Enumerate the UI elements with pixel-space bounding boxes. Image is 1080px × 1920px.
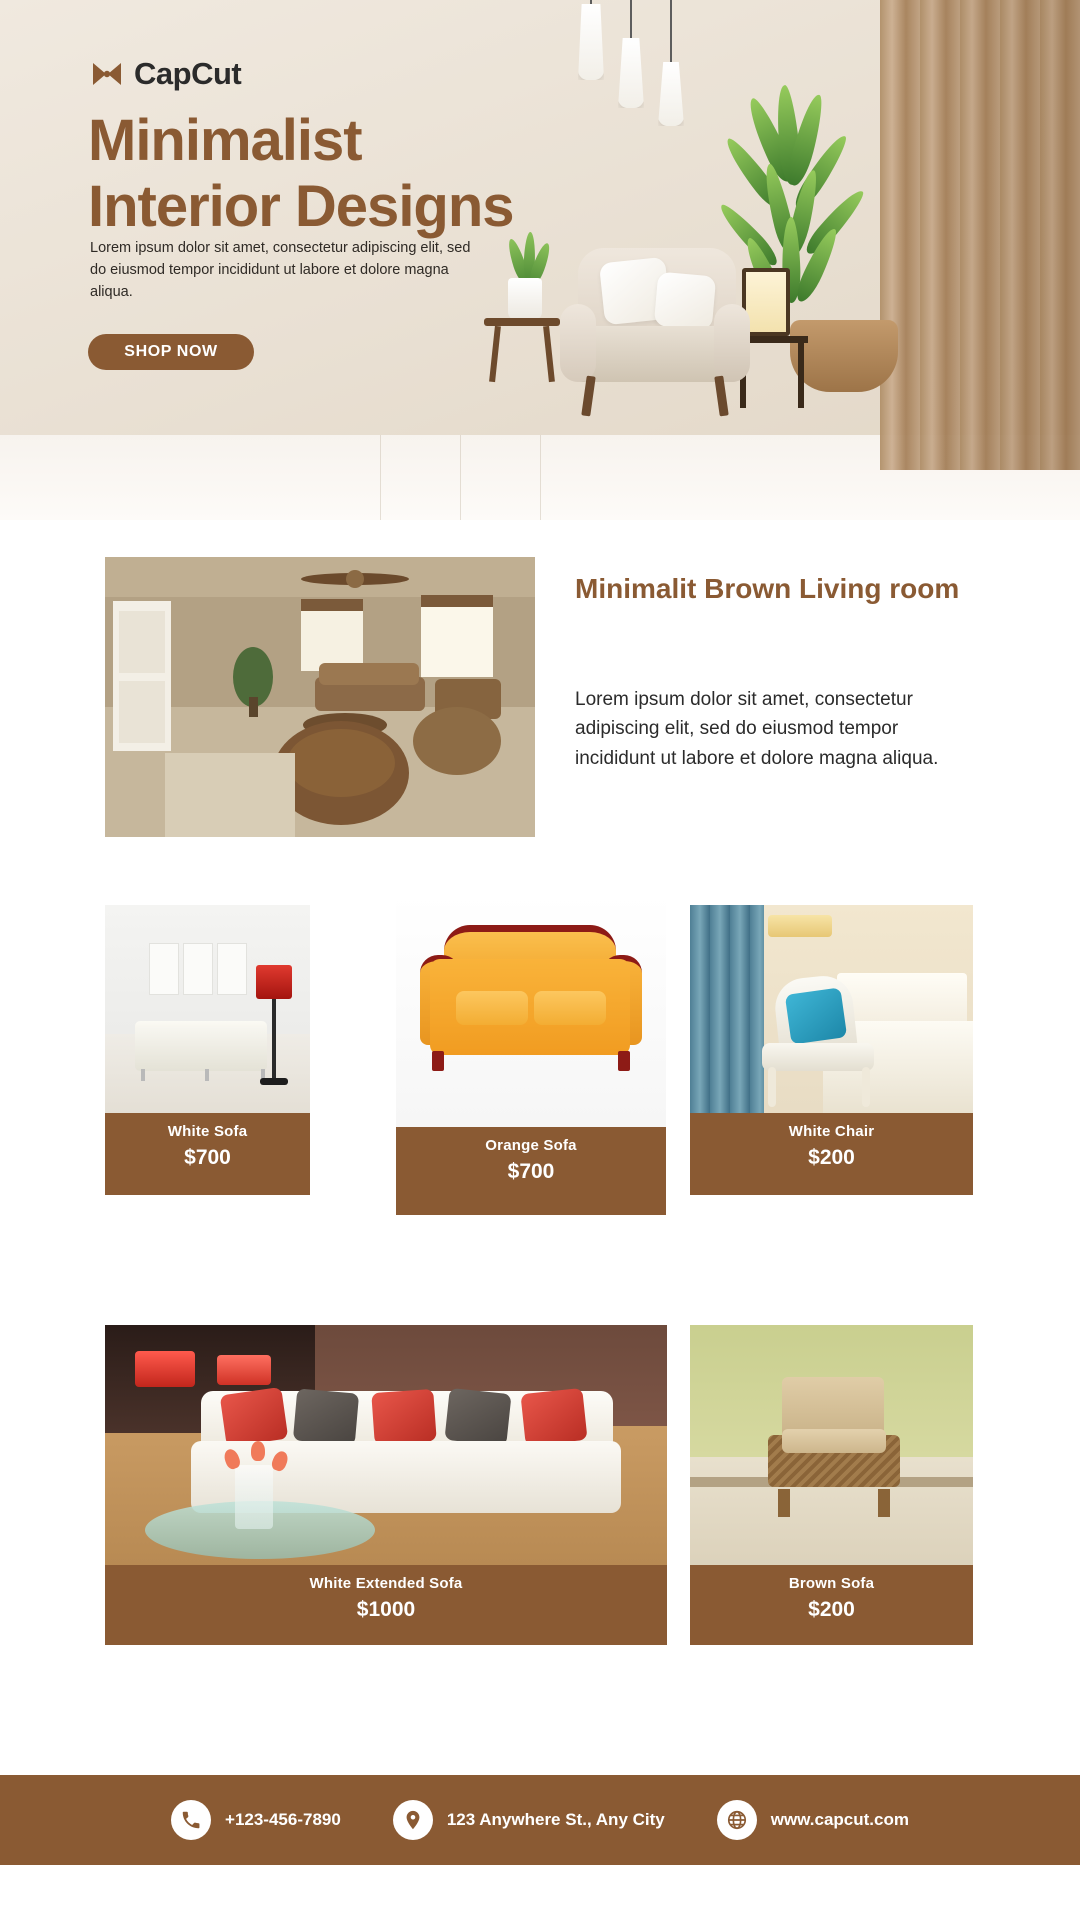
product-label-white-chair [690,1113,973,1184]
product-image-orange-sofa [396,895,666,1127]
product-card-white-extended-sofa[interactable] [105,1325,667,1645]
product-image-white-sofa [105,905,310,1113]
product-image-white-extended-sofa [105,1325,667,1565]
floor-plank-line [460,435,461,520]
footer-website[interactable] [717,1800,909,1840]
product-image-white-chair [690,905,973,1113]
product-label-white-extended-sofa [105,1565,667,1636]
product-card-white-sofa[interactable] [105,905,310,1195]
product-price: $1000 [356,1598,416,1621]
product-price: $200 [808,1146,855,1169]
feature-title: Minimalit Brown Living room [575,573,960,604]
product-name: Brown Sofa [788,1575,875,1592]
capcut-logo-icon [90,59,124,89]
footer-phone[interactable] [171,1800,341,1840]
floor-plank-line [380,435,381,520]
location-pin-icon [393,1800,433,1840]
product-label-orange-sofa [396,1127,666,1198]
hero-subtitle: Lorem ipsum dolor sit amet, consectetur adipiscing elit, sed do eiusmod tempor incididunt ut labore et dolore magna aliqua. [90,240,471,300]
globe-icon [717,1800,757,1840]
footer-contact-bar [0,1775,1080,1865]
hero-section [0,0,1080,520]
hero-title-line1: Minimalist [88,108,362,173]
product-label-white-sofa [105,1113,310,1184]
product-label-brown-sofa [690,1565,973,1636]
product-name: White Extended Sofa [309,1575,463,1592]
product-price: $200 [808,1598,855,1621]
product-card-brown-sofa[interactable] [690,1325,973,1645]
brand-logo-text: CapCut [134,56,242,91]
product-price: $700 [184,1146,231,1169]
product-card-white-chair[interactable] [690,905,973,1195]
feature-body-text: Lorem ipsum dolor sit amet, consectetur adipiscing elit, sed do eiusmod tempor incididunt ut labore et dolore magna aliqua. [575,689,939,769]
footer-website-text: www.capcut.com [770,1810,909,1829]
wood-side-table-decoration [484,318,560,384]
product-name: White Chair [788,1123,875,1140]
product-card-orange-sofa[interactable] [396,895,666,1215]
product-grid-row-2 [0,1325,1080,1675]
footer-address[interactable] [393,1800,665,1840]
product-image-brown-sofa [690,1325,973,1565]
product-grid-row-1 [0,905,1080,1245]
shop-now-button[interactable]: SHOP NOW [88,334,254,370]
product-name: Orange Sofa [485,1137,577,1154]
footer-phone-text: +123-456-7890 [225,1810,341,1829]
pendant-lamp-icon [578,0,604,80]
hero-title-line2: Interior Designs [88,173,514,239]
product-price: $700 [507,1160,555,1183]
hero-title [88,108,514,239]
armchair-decoration [560,248,750,418]
brand-logo [90,56,241,92]
feature-image [105,557,535,837]
product-name: White Sofa [167,1123,248,1140]
phone-icon [171,1800,211,1840]
white-plant-pot-decoration [508,278,542,320]
floor-plank-line [540,435,541,520]
curtain-shadow [880,0,1080,470]
pendant-lamp-icon [618,0,644,108]
pendant-lamp-icon [658,0,684,126]
feature-section [0,520,1080,850]
footer-address-text: 123 Anywhere St., Any City [446,1810,665,1829]
